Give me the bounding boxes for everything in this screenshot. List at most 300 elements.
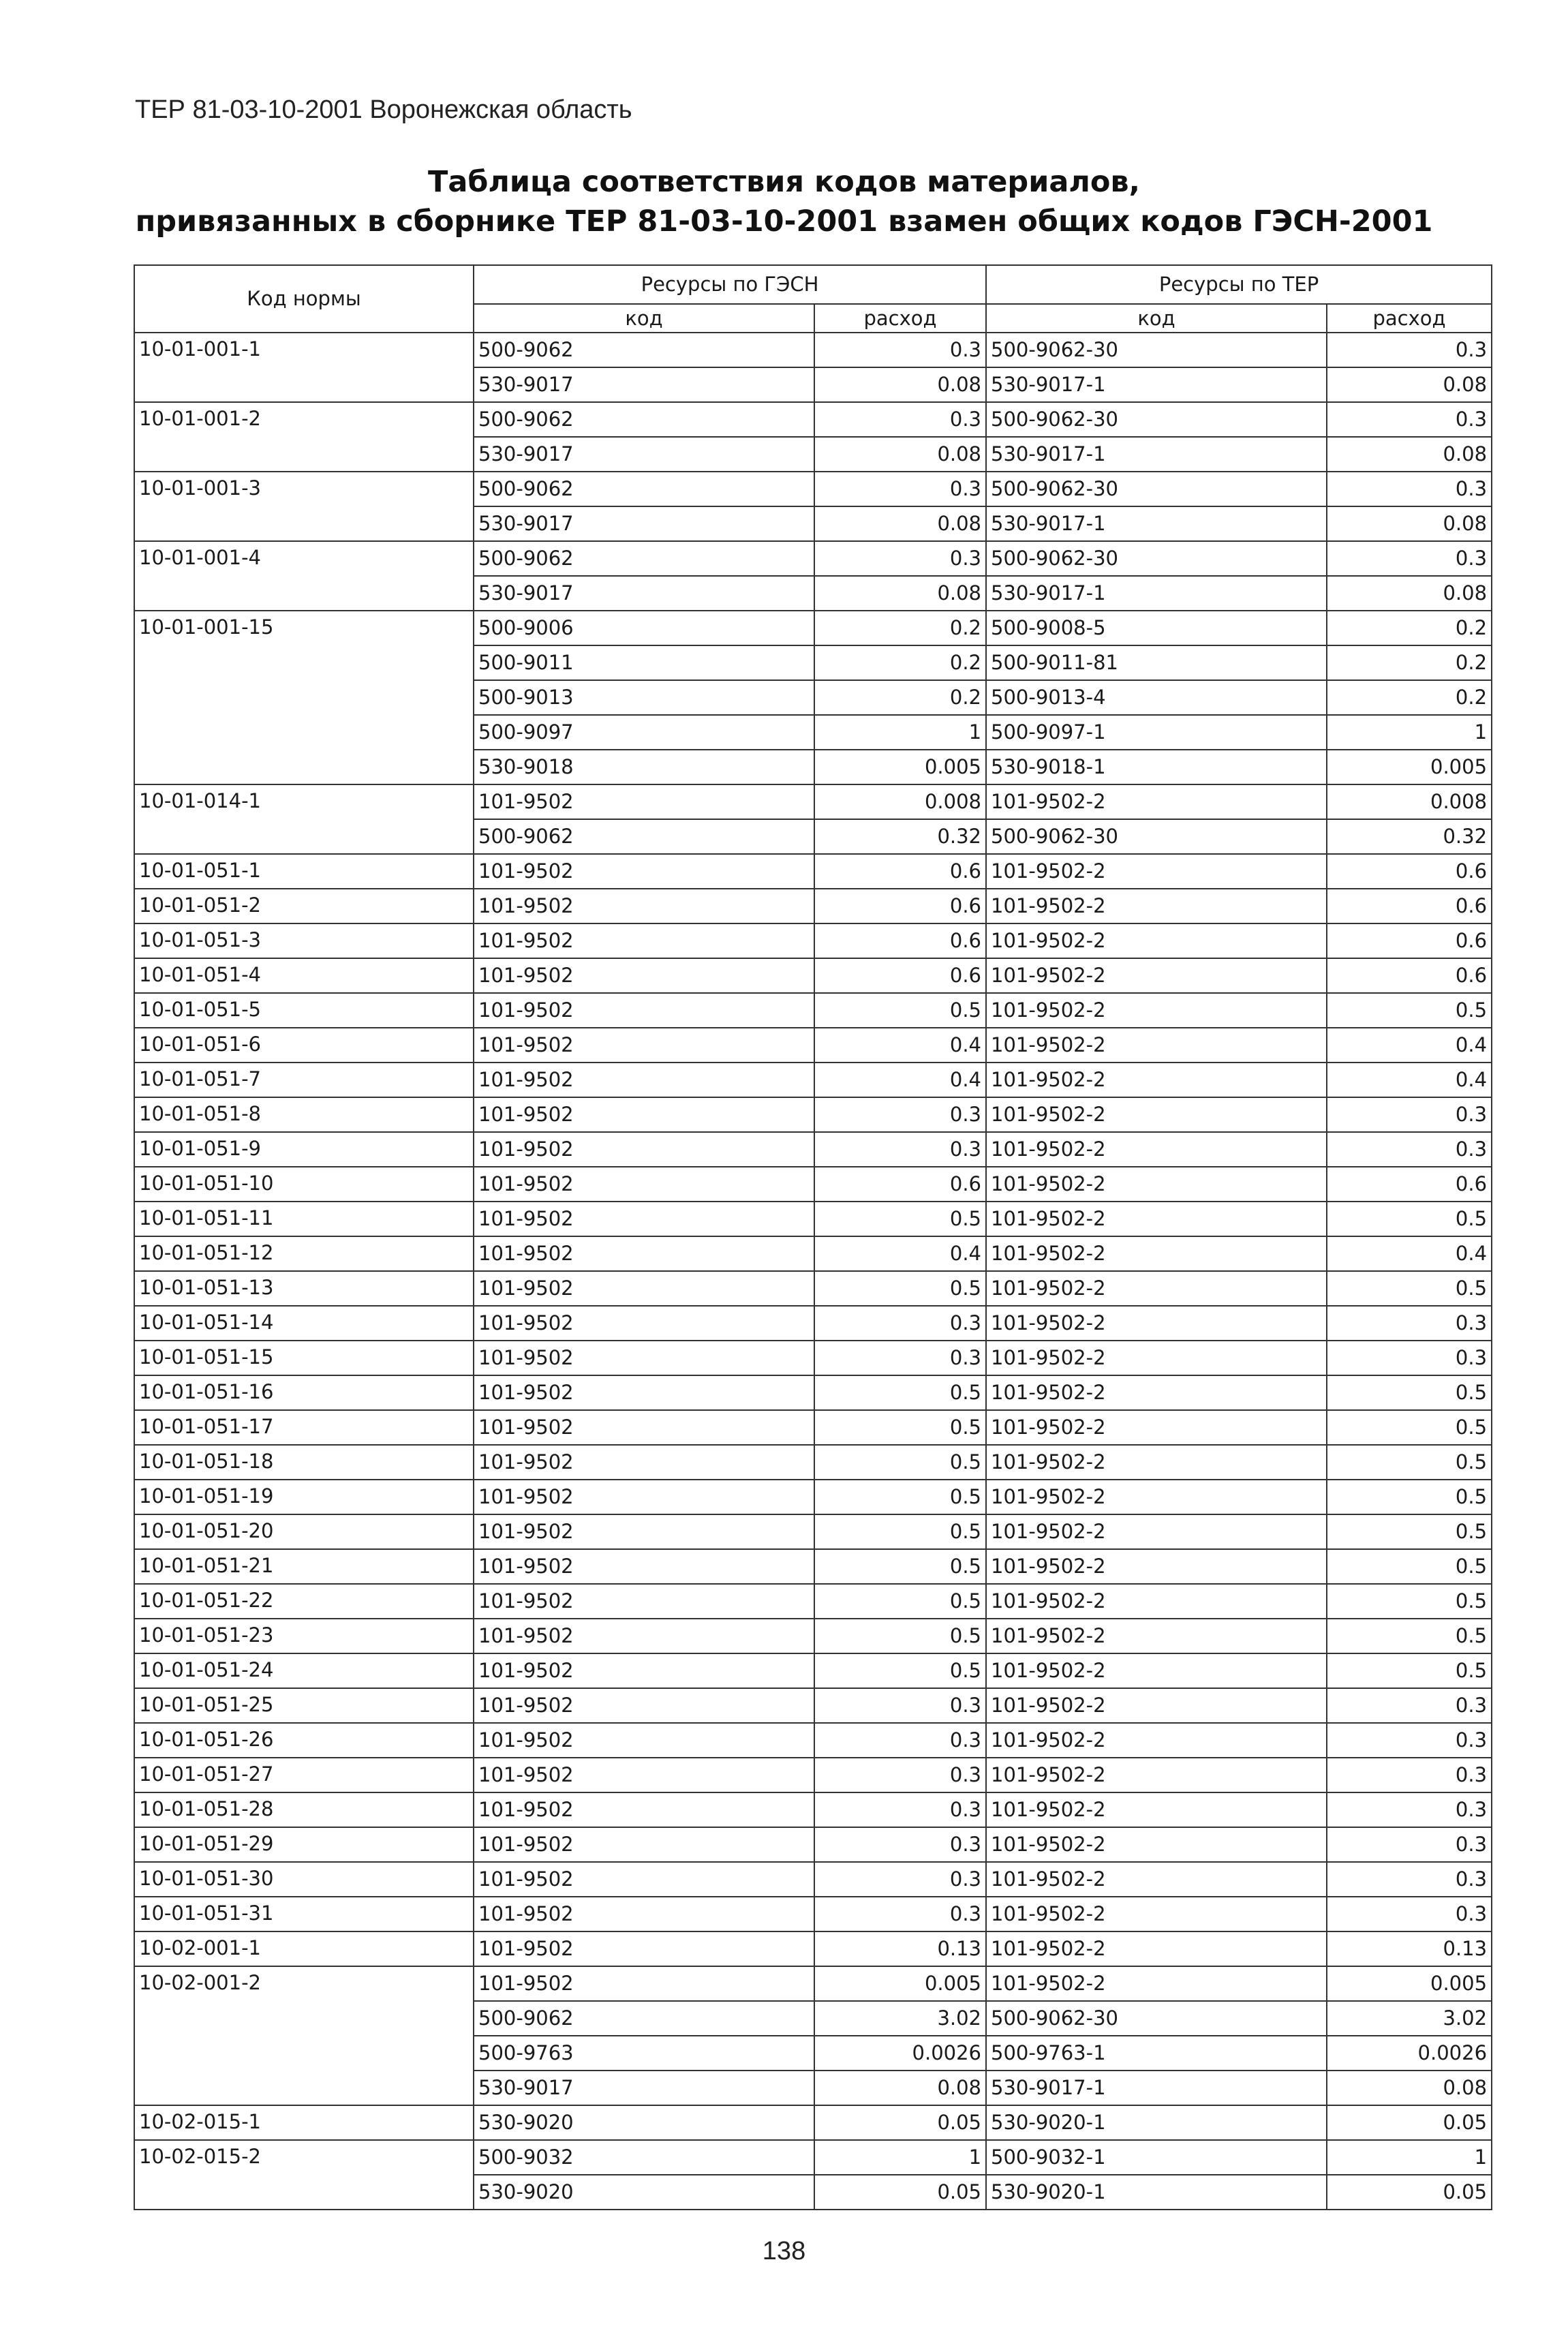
gesn-code-cell: 500-9763 bbox=[474, 2036, 814, 2071]
gesn-rate-cell: 0.3 bbox=[814, 1758, 986, 1792]
gesn-rate-cell: 0.005 bbox=[814, 1966, 986, 2001]
gesn-rate-cell: 0.6 bbox=[814, 854, 986, 889]
norm-code-cell: 10-01-051-22 bbox=[134, 1584, 474, 1619]
norm-code-cell: 10-01-051-9 bbox=[134, 1132, 474, 1167]
table-row bbox=[134, 1306, 1492, 1341]
gesn-rate-cell: 0.5 bbox=[814, 1480, 986, 1514]
gesn-rate-cell: 0.3 bbox=[814, 541, 986, 576]
norm-code-cell: 10-02-015-1 bbox=[134, 2105, 474, 2140]
ter-rate-cell: 0.3 bbox=[1327, 1862, 1492, 1897]
gesn-code-cell: 500-9011 bbox=[474, 645, 814, 680]
norm-code-cell: 10-01-051-27 bbox=[134, 1758, 474, 1792]
ter-code-cell: 530-9017-1 bbox=[986, 437, 1327, 472]
gesn-rate-cell: 0.5 bbox=[814, 1653, 986, 1688]
header-ter-code: код bbox=[986, 304, 1327, 333]
gesn-code-cell: 101-9502 bbox=[474, 1167, 814, 1202]
norm-code-cell: 10-01-051-11 bbox=[134, 1202, 474, 1236]
gesn-code-cell: 101-9502 bbox=[474, 1931, 814, 1966]
ter-code-cell: 101-9502-2 bbox=[986, 1827, 1327, 1862]
norm-code-cell: 10-01-051-21 bbox=[134, 1549, 474, 1584]
table-row bbox=[134, 2105, 1492, 2140]
norm-code-cell: 10-01-051-10 bbox=[134, 1167, 474, 1202]
gesn-code-cell: 500-9013 bbox=[474, 680, 814, 715]
gesn-code-cell: 101-9502 bbox=[474, 1514, 814, 1549]
gesn-code-cell: 101-9502 bbox=[474, 1063, 814, 1097]
gesn-code-cell: 101-9502 bbox=[474, 1723, 814, 1758]
ter-rate-cell: 0.5 bbox=[1327, 1584, 1492, 1619]
ter-rate-cell: 0.5 bbox=[1327, 1410, 1492, 1445]
gesn-code-cell: 101-9502 bbox=[474, 1792, 814, 1827]
header-gesn-resources: Ресурсы по ГЭСН bbox=[474, 265, 986, 304]
ter-code-cell: 530-9020-1 bbox=[986, 2105, 1327, 2140]
table-row bbox=[134, 472, 1492, 506]
gesn-code-cell: 101-9502 bbox=[474, 1758, 814, 1792]
ter-rate-cell: 0.005 bbox=[1327, 750, 1492, 784]
ter-rate-cell: 0.3 bbox=[1327, 541, 1492, 576]
ter-code-cell: 500-9062-30 bbox=[986, 2001, 1327, 2036]
gesn-rate-cell: 0.5 bbox=[814, 1514, 986, 1549]
ter-rate-cell: 0.005 bbox=[1327, 1966, 1492, 2001]
norm-code-cell: 10-01-014-1 bbox=[134, 784, 474, 854]
ter-code-cell: 500-9062-30 bbox=[986, 402, 1327, 437]
gesn-rate-cell: 1 bbox=[814, 715, 986, 750]
ter-code-cell: 101-9502-2 bbox=[986, 923, 1327, 958]
ter-rate-cell: 0.5 bbox=[1327, 1653, 1492, 1688]
ter-code-cell: 101-9502-2 bbox=[986, 1862, 1327, 1897]
gesn-code-cell: 101-9502 bbox=[474, 1202, 814, 1236]
gesn-code-cell: 530-9017 bbox=[474, 367, 814, 402]
ter-code-cell: 101-9502-2 bbox=[986, 1792, 1327, 1827]
norm-code-cell: 10-01-051-5 bbox=[134, 993, 474, 1028]
table-row bbox=[134, 1758, 1492, 1792]
table-row bbox=[134, 1514, 1492, 1549]
gesn-rate-cell: 0.005 bbox=[814, 750, 986, 784]
norm-code-cell: 10-01-051-18 bbox=[134, 1445, 474, 1480]
gesn-code-cell: 101-9502 bbox=[474, 1966, 814, 2001]
gesn-code-cell: 101-9502 bbox=[474, 1271, 814, 1306]
gesn-rate-cell: 0.3 bbox=[814, 1897, 986, 1931]
ter-code-cell: 101-9502-2 bbox=[986, 1445, 1327, 1480]
ter-rate-cell: 0.6 bbox=[1327, 1167, 1492, 1202]
gesn-rate-cell: 0.3 bbox=[814, 1341, 986, 1375]
ter-rate-cell: 0.6 bbox=[1327, 854, 1492, 889]
norm-code-cell: 10-01-051-17 bbox=[134, 1410, 474, 1445]
header-ter-resources: Ресурсы по ТЕР bbox=[986, 265, 1492, 304]
norm-code-cell: 10-01-051-7 bbox=[134, 1063, 474, 1097]
gesn-code-cell: 101-9502 bbox=[474, 958, 814, 993]
gesn-code-cell: 101-9502 bbox=[474, 1480, 814, 1514]
gesn-code-cell: 530-9020 bbox=[474, 2175, 814, 2210]
gesn-rate-cell: 0.4 bbox=[814, 1236, 986, 1271]
gesn-rate-cell: 0.3 bbox=[814, 1688, 986, 1723]
gesn-rate-cell: 0.3 bbox=[814, 472, 986, 506]
gesn-code-cell: 530-9020 bbox=[474, 2105, 814, 2140]
header-gesn-code: код bbox=[474, 304, 814, 333]
ter-rate-cell: 0.6 bbox=[1327, 889, 1492, 923]
gesn-rate-cell: 3.02 bbox=[814, 2001, 986, 2036]
ter-rate-cell: 0.05 bbox=[1327, 2105, 1492, 2140]
table-row bbox=[134, 1862, 1492, 1897]
ter-code-cell: 500-9062-30 bbox=[986, 333, 1327, 367]
table-row bbox=[134, 993, 1492, 1028]
table-row bbox=[134, 333, 1492, 367]
gesn-rate-cell: 0.2 bbox=[814, 645, 986, 680]
ter-code-cell: 101-9502-2 bbox=[986, 1271, 1327, 1306]
table-row bbox=[134, 1966, 1492, 2001]
gesn-rate-cell: 0.0026 bbox=[814, 2036, 986, 2071]
table-row bbox=[134, 541, 1492, 576]
gesn-rate-cell: 0.13 bbox=[814, 1931, 986, 1966]
ter-rate-cell: 3.02 bbox=[1327, 2001, 1492, 2036]
norm-code-cell: 10-01-051-13 bbox=[134, 1271, 474, 1306]
gesn-rate-cell: 0.08 bbox=[814, 437, 986, 472]
ter-rate-cell: 0.6 bbox=[1327, 958, 1492, 993]
table-row bbox=[134, 1375, 1492, 1410]
materials-correspondence-table bbox=[134, 264, 1492, 2210]
norm-code-cell: 10-01-051-15 bbox=[134, 1341, 474, 1375]
gesn-rate-cell: 0.6 bbox=[814, 958, 986, 993]
ter-rate-cell: 0.5 bbox=[1327, 993, 1492, 1028]
table-row bbox=[134, 1827, 1492, 1862]
document-title bbox=[0, 162, 1568, 241]
ter-rate-cell: 0.008 bbox=[1327, 784, 1492, 819]
table-row bbox=[134, 402, 1492, 437]
ter-code-cell: 101-9502-2 bbox=[986, 1306, 1327, 1341]
table-row bbox=[134, 2140, 1492, 2175]
gesn-code-cell: 500-9006 bbox=[474, 611, 814, 645]
ter-code-cell: 530-9020-1 bbox=[986, 2175, 1327, 2210]
ter-rate-cell: 0.5 bbox=[1327, 1619, 1492, 1653]
gesn-code-cell: 530-9017 bbox=[474, 2071, 814, 2105]
gesn-rate-cell: 0.05 bbox=[814, 2105, 986, 2140]
gesn-rate-cell: 0.3 bbox=[814, 1723, 986, 1758]
table-row bbox=[134, 1653, 1492, 1688]
table-row bbox=[134, 1202, 1492, 1236]
norm-code-cell: 10-01-051-31 bbox=[134, 1897, 474, 1931]
gesn-rate-cell: 0.3 bbox=[814, 333, 986, 367]
ter-rate-cell: 0.3 bbox=[1327, 1827, 1492, 1862]
ter-rate-cell: 0.3 bbox=[1327, 402, 1492, 437]
gesn-code-cell: 101-9502 bbox=[474, 784, 814, 819]
ter-rate-cell: 0.4 bbox=[1327, 1236, 1492, 1271]
table-row bbox=[134, 1028, 1492, 1063]
ter-code-cell: 530-9017-1 bbox=[986, 2071, 1327, 2105]
gesn-rate-cell: 0.5 bbox=[814, 1619, 986, 1653]
gesn-rate-cell: 0.5 bbox=[814, 1549, 986, 1584]
gesn-rate-cell: 0.08 bbox=[814, 367, 986, 402]
norm-code-cell: 10-01-051-20 bbox=[134, 1514, 474, 1549]
norm-code-cell: 10-01-051-3 bbox=[134, 923, 474, 958]
gesn-code-cell: 101-9502 bbox=[474, 1028, 814, 1063]
gesn-code-cell: 101-9502 bbox=[474, 854, 814, 889]
gesn-rate-cell: 1 bbox=[814, 2140, 986, 2175]
gesn-rate-cell: 0.4 bbox=[814, 1063, 986, 1097]
ter-rate-cell: 0.3 bbox=[1327, 1897, 1492, 1931]
norm-code-cell: 10-01-051-30 bbox=[134, 1862, 474, 1897]
ter-code-cell: 101-9502-2 bbox=[986, 1167, 1327, 1202]
gesn-code-cell: 500-9097 bbox=[474, 715, 814, 750]
ter-code-cell: 101-9502-2 bbox=[986, 1341, 1327, 1375]
ter-code-cell: 500-9032-1 bbox=[986, 2140, 1327, 2175]
table-row bbox=[134, 1167, 1492, 1202]
ter-code-cell: 500-9062-30 bbox=[986, 819, 1327, 854]
table-row bbox=[134, 1445, 1492, 1480]
ter-code-cell: 101-9502-2 bbox=[986, 1236, 1327, 1271]
table-row bbox=[134, 784, 1492, 819]
gesn-rate-cell: 0.05 bbox=[814, 2175, 986, 2210]
ter-code-cell: 101-9502-2 bbox=[986, 1688, 1327, 1723]
ter-code-cell: 101-9502-2 bbox=[986, 1931, 1327, 1966]
gesn-code-cell: 101-9502 bbox=[474, 1341, 814, 1375]
table-row bbox=[134, 1132, 1492, 1167]
norm-code-cell: 10-01-051-2 bbox=[134, 889, 474, 923]
ter-code-cell: 500-9013-4 bbox=[986, 680, 1327, 715]
norm-code-cell: 10-01-001-1 bbox=[134, 333, 474, 402]
norm-code-cell: 10-01-051-16 bbox=[134, 1375, 474, 1410]
gesn-code-cell: 101-9502 bbox=[474, 1862, 814, 1897]
gesn-rate-cell: 0.3 bbox=[814, 1097, 986, 1132]
gesn-code-cell: 101-9502 bbox=[474, 1445, 814, 1480]
ter-rate-cell: 0.05 bbox=[1327, 2175, 1492, 2210]
table-row bbox=[134, 1897, 1492, 1931]
norm-code-cell: 10-01-051-25 bbox=[134, 1688, 474, 1723]
gesn-code-cell: 500-9062 bbox=[474, 402, 814, 437]
norm-code-cell: 10-01-051-19 bbox=[134, 1480, 474, 1514]
gesn-code-cell: 500-9062 bbox=[474, 472, 814, 506]
norm-code-cell: 10-01-051-8 bbox=[134, 1097, 474, 1132]
ter-rate-cell: 0.4 bbox=[1327, 1028, 1492, 1063]
gesn-rate-cell: 0.6 bbox=[814, 923, 986, 958]
ter-rate-cell: 0.4 bbox=[1327, 1063, 1492, 1097]
gesn-rate-cell: 0.5 bbox=[814, 1445, 986, 1480]
gesn-rate-cell: 0.5 bbox=[814, 993, 986, 1028]
ter-rate-cell: 0.6 bbox=[1327, 923, 1492, 958]
gesn-code-cell: 530-9017 bbox=[474, 576, 814, 611]
ter-rate-cell: 0.3 bbox=[1327, 1723, 1492, 1758]
ter-code-cell: 101-9502-2 bbox=[986, 1063, 1327, 1097]
ter-rate-cell: 0.3 bbox=[1327, 333, 1492, 367]
gesn-code-cell: 530-9018 bbox=[474, 750, 814, 784]
gesn-code-cell: 530-9017 bbox=[474, 506, 814, 541]
page-number: 138 bbox=[762, 2237, 806, 2265]
gesn-code-cell: 101-9502 bbox=[474, 1827, 814, 1862]
gesn-rate-cell: 0.5 bbox=[814, 1584, 986, 1619]
ter-code-cell: 101-9502-2 bbox=[986, 1723, 1327, 1758]
gesn-code-cell: 101-9502 bbox=[474, 1097, 814, 1132]
ter-code-cell: 101-9502-2 bbox=[986, 1480, 1327, 1514]
ter-code-cell: 101-9502-2 bbox=[986, 1549, 1327, 1584]
table-row bbox=[134, 1410, 1492, 1445]
ter-rate-cell: 0.3 bbox=[1327, 1792, 1492, 1827]
gesn-code-cell: 101-9502 bbox=[474, 1410, 814, 1445]
gesn-rate-cell: 0.08 bbox=[814, 576, 986, 611]
ter-rate-cell: 0.08 bbox=[1327, 437, 1492, 472]
gesn-code-cell: 101-9502 bbox=[474, 889, 814, 923]
gesn-rate-cell: 0.4 bbox=[814, 1028, 986, 1063]
gesn-code-cell: 101-9502 bbox=[474, 1897, 814, 1931]
ter-code-cell: 500-9062-30 bbox=[986, 541, 1327, 576]
ter-code-cell: 530-9018-1 bbox=[986, 750, 1327, 784]
ter-code-cell: 101-9502-2 bbox=[986, 1966, 1327, 2001]
table-row bbox=[134, 611, 1492, 645]
table-row bbox=[134, 889, 1492, 923]
ter-rate-cell: 0.5 bbox=[1327, 1549, 1492, 1584]
ter-rate-cell: 0.3 bbox=[1327, 472, 1492, 506]
ter-code-cell: 101-9502-2 bbox=[986, 1410, 1327, 1445]
gesn-code-cell: 500-9062 bbox=[474, 541, 814, 576]
table-row bbox=[134, 1271, 1492, 1306]
ter-rate-cell: 0.08 bbox=[1327, 506, 1492, 541]
gesn-rate-cell: 0.3 bbox=[814, 1792, 986, 1827]
ter-rate-cell: 0.08 bbox=[1327, 367, 1492, 402]
norm-code-cell: 10-01-001-4 bbox=[134, 541, 474, 611]
ter-rate-cell: 0.32 bbox=[1327, 819, 1492, 854]
gesn-rate-cell: 0.08 bbox=[814, 506, 986, 541]
gesn-code-cell: 101-9502 bbox=[474, 1132, 814, 1167]
gesn-code-cell: 500-9062 bbox=[474, 333, 814, 367]
gesn-rate-cell: 0.6 bbox=[814, 889, 986, 923]
gesn-rate-cell: 0.6 bbox=[814, 1167, 986, 1202]
ter-rate-cell: 0.5 bbox=[1327, 1480, 1492, 1514]
ter-code-cell: 101-9502-2 bbox=[986, 1514, 1327, 1549]
table-row bbox=[134, 1480, 1492, 1514]
ter-rate-cell: 0.2 bbox=[1327, 680, 1492, 715]
gesn-code-cell: 101-9502 bbox=[474, 1549, 814, 1584]
gesn-rate-cell: 0.3 bbox=[814, 402, 986, 437]
ter-rate-cell: 1 bbox=[1327, 2140, 1492, 2175]
norm-code-cell: 10-01-051-24 bbox=[134, 1653, 474, 1688]
ter-rate-cell: 0.3 bbox=[1327, 1341, 1492, 1375]
ter-rate-cell: 0.5 bbox=[1327, 1514, 1492, 1549]
gesn-rate-cell: 0.2 bbox=[814, 680, 986, 715]
ter-code-cell: 500-9062-30 bbox=[986, 472, 1327, 506]
ter-rate-cell: 0.2 bbox=[1327, 645, 1492, 680]
gesn-code-cell: 101-9502 bbox=[474, 923, 814, 958]
ter-code-cell: 500-9097-1 bbox=[986, 715, 1327, 750]
ter-rate-cell: 0.3 bbox=[1327, 1097, 1492, 1132]
gesn-code-cell: 101-9502 bbox=[474, 993, 814, 1028]
ter-code-cell: 101-9502-2 bbox=[986, 854, 1327, 889]
ter-code-cell: 530-9017-1 bbox=[986, 576, 1327, 611]
norm-code-cell: 10-01-001-2 bbox=[134, 402, 474, 472]
table-row bbox=[134, 958, 1492, 993]
ter-code-cell: 101-9502-2 bbox=[986, 1132, 1327, 1167]
ter-code-cell: 101-9502-2 bbox=[986, 1653, 1327, 1688]
gesn-rate-cell: 0.5 bbox=[814, 1271, 986, 1306]
table-row bbox=[134, 1341, 1492, 1375]
gesn-rate-cell: 0.3 bbox=[814, 1132, 986, 1167]
table-row bbox=[134, 1097, 1492, 1132]
table-row bbox=[134, 1723, 1492, 1758]
ter-code-cell: 101-9502-2 bbox=[986, 958, 1327, 993]
ter-rate-cell: 0.2 bbox=[1327, 611, 1492, 645]
norm-code-cell: 10-01-051-28 bbox=[134, 1792, 474, 1827]
gesn-code-cell: 101-9502 bbox=[474, 1375, 814, 1410]
ter-rate-cell: 0.13 bbox=[1327, 1931, 1492, 1966]
ter-rate-cell: 0.3 bbox=[1327, 1132, 1492, 1167]
norm-code-cell: 10-01-051-29 bbox=[134, 1827, 474, 1862]
ter-code-cell: 101-9502-2 bbox=[986, 1619, 1327, 1653]
gesn-rate-cell: 0.5 bbox=[814, 1410, 986, 1445]
table-row bbox=[134, 1584, 1492, 1619]
ter-code-cell: 530-9017-1 bbox=[986, 367, 1327, 402]
norm-code-cell: 10-01-051-6 bbox=[134, 1028, 474, 1063]
gesn-rate-cell: 0.32 bbox=[814, 819, 986, 854]
ter-code-cell: 101-9502-2 bbox=[986, 889, 1327, 923]
title-line-2: привязанных в сборнике ТЕР 81-03-10-2001 взамен общих кодов ГЭСН-2001 bbox=[135, 204, 1433, 239]
table-row bbox=[134, 1792, 1492, 1827]
table-row bbox=[134, 854, 1492, 889]
norm-code-cell: 10-02-015-2 bbox=[134, 2140, 474, 2210]
table-row bbox=[134, 1931, 1492, 1966]
table-row bbox=[134, 1549, 1492, 1584]
gesn-rate-cell: 0.2 bbox=[814, 611, 986, 645]
gesn-rate-cell: 0.008 bbox=[814, 784, 986, 819]
norm-code-cell: 10-01-001-3 bbox=[134, 472, 474, 541]
norm-code-cell: 10-02-001-2 bbox=[134, 1966, 474, 2105]
header-ter-rate: расход bbox=[1327, 304, 1492, 333]
ter-code-cell: 101-9502-2 bbox=[986, 1097, 1327, 1132]
ter-rate-cell: 0.08 bbox=[1327, 576, 1492, 611]
ter-rate-cell: 0.0026 bbox=[1327, 2036, 1492, 2071]
ter-rate-cell: 0.5 bbox=[1327, 1375, 1492, 1410]
ter-code-cell: 101-9502-2 bbox=[986, 1202, 1327, 1236]
title-line-1: Таблица соответствия кодов материалов, bbox=[428, 165, 1140, 199]
ter-rate-cell: 0.3 bbox=[1327, 1688, 1492, 1723]
gesn-code-cell: 101-9502 bbox=[474, 1688, 814, 1723]
norm-code-cell: 10-02-001-1 bbox=[134, 1931, 474, 1966]
gesn-code-cell: 101-9502 bbox=[474, 1236, 814, 1271]
ter-code-cell: 500-9763-1 bbox=[986, 2036, 1327, 2071]
table-body bbox=[134, 333, 1492, 2210]
norm-code-cell: 10-01-051-14 bbox=[134, 1306, 474, 1341]
gesn-code-cell: 500-9062 bbox=[474, 2001, 814, 2036]
gesn-code-cell: 101-9502 bbox=[474, 1306, 814, 1341]
ter-rate-cell: 0.5 bbox=[1327, 1202, 1492, 1236]
gesn-rate-cell: 0.08 bbox=[814, 2071, 986, 2105]
gesn-rate-cell: 0.3 bbox=[814, 1306, 986, 1341]
ter-code-cell: 101-9502-2 bbox=[986, 993, 1327, 1028]
ter-code-cell: 101-9502-2 bbox=[986, 1584, 1327, 1619]
ter-code-cell: 101-9502-2 bbox=[986, 1028, 1327, 1063]
gesn-rate-cell: 0.3 bbox=[814, 1827, 986, 1862]
gesn-rate-cell: 0.5 bbox=[814, 1375, 986, 1410]
ter-code-cell: 530-9017-1 bbox=[986, 506, 1327, 541]
norm-code-cell: 10-01-051-4 bbox=[134, 958, 474, 993]
gesn-code-cell: 101-9502 bbox=[474, 1584, 814, 1619]
table-row bbox=[134, 923, 1492, 958]
norm-code-cell: 10-01-051-23 bbox=[134, 1619, 474, 1653]
ter-code-cell: 101-9502-2 bbox=[986, 1897, 1327, 1931]
header-gesn-rate: расход bbox=[814, 304, 986, 333]
ter-rate-cell: 0.3 bbox=[1327, 1758, 1492, 1792]
gesn-rate-cell: 0.3 bbox=[814, 1862, 986, 1897]
gesn-code-cell: 500-9062 bbox=[474, 819, 814, 854]
table-row bbox=[134, 1236, 1492, 1271]
table-header-row-1 bbox=[134, 265, 1492, 304]
ter-code-cell: 101-9502-2 bbox=[986, 1375, 1327, 1410]
norm-code-cell: 10-01-051-12 bbox=[134, 1236, 474, 1271]
table-row bbox=[134, 1619, 1492, 1653]
norm-code-cell: 10-01-001-15 bbox=[134, 611, 474, 784]
ter-rate-cell: 0.08 bbox=[1327, 2071, 1492, 2105]
header-norm-code: Код нормы bbox=[134, 265, 474, 333]
gesn-code-cell: 500-9032 bbox=[474, 2140, 814, 2175]
ter-rate-cell: 0.3 bbox=[1327, 1306, 1492, 1341]
gesn-code-cell: 530-9017 bbox=[474, 437, 814, 472]
gesn-rate-cell: 0.5 bbox=[814, 1202, 986, 1236]
ter-code-cell: 500-9008-5 bbox=[986, 611, 1327, 645]
